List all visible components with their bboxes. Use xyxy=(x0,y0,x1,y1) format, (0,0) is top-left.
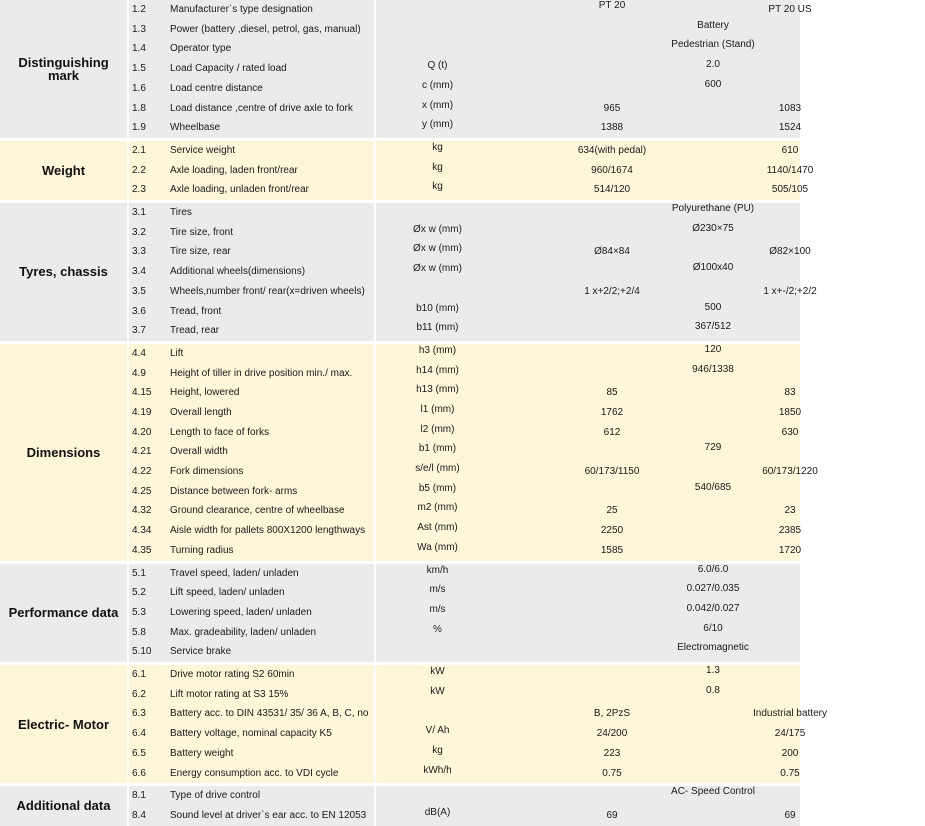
section-label-line: mark xyxy=(47,67,80,83)
row-description: Axle loading, laden front/rear xyxy=(170,164,298,176)
row-unit: h13 (mm) xyxy=(416,384,459,396)
row-unit: b10 (mm) xyxy=(416,302,459,314)
row-number: 3.7 xyxy=(132,325,146,337)
row-description: Travel speed, laden/ unladen xyxy=(170,567,299,579)
row-unit: kg xyxy=(432,141,443,153)
table-row xyxy=(127,321,800,341)
row-number: 2.1 xyxy=(132,144,146,156)
row-number: 5.2 xyxy=(132,587,146,599)
row-value-pt20: 2250 xyxy=(600,525,624,537)
row-description: Service weight xyxy=(170,144,236,156)
row-description: Sound level at driver`s ear acc. to EN 12053 xyxy=(170,809,367,821)
row-value-pt20: 69 xyxy=(606,809,618,821)
row-description: Load distance ,centre of drive axle to fork xyxy=(170,102,353,114)
section-label-line: Additional data xyxy=(16,798,111,814)
row-unit: b5 (mm) xyxy=(418,482,457,494)
row-description: Manufacturer`s type designation xyxy=(170,4,313,15)
row-number: 2.3 xyxy=(132,184,146,196)
row-unit: kg xyxy=(432,161,443,173)
row-unit: m/s xyxy=(429,584,446,596)
row-description: Energy consumption acc. to VDI cycle xyxy=(170,767,339,779)
row-number: 5.3 xyxy=(132,606,146,618)
row-value-shared: Ø100x40 xyxy=(692,262,734,274)
row-number: 4.4 xyxy=(132,347,146,359)
row-unit: kWh/h xyxy=(423,764,452,776)
row-value-pt20us: 630 xyxy=(781,426,799,438)
row-number: 1.6 xyxy=(132,82,146,94)
section-label xyxy=(0,203,127,341)
row-unit: c (mm) xyxy=(421,79,454,91)
row-unit: b1 (mm) xyxy=(418,443,457,455)
row-unit: h3 (mm) xyxy=(418,344,457,356)
row-number: 4.19 xyxy=(132,406,152,418)
row-number: 3.3 xyxy=(132,246,146,258)
row-unit: kW xyxy=(430,685,445,697)
row-description: Operator type xyxy=(170,43,232,55)
row-value-shared: Electromagnetic xyxy=(677,642,749,654)
row-unit: Øx w (mm) xyxy=(413,243,462,255)
section-label-line: Tyres, chassis xyxy=(19,264,108,280)
row-unit: Ast (mm) xyxy=(417,522,458,534)
row-value-pt20: PT 20 xyxy=(598,0,626,11)
row-description: Service brake xyxy=(170,646,232,658)
row-number: 2.2 xyxy=(132,164,146,176)
row-unit: b11 (mm) xyxy=(416,322,459,334)
row-number: 4.15 xyxy=(132,387,152,399)
row-number: 5.10 xyxy=(132,646,152,658)
row-number: 4.25 xyxy=(132,485,152,497)
row-unit: kW xyxy=(430,666,445,678)
section-label xyxy=(0,564,127,663)
section-label xyxy=(0,786,127,825)
row-description: Battery acc. to DIN 43531/ 35/ 36 A, B, C, no xyxy=(170,708,369,720)
row-value-pt20us: Industrial battery xyxy=(753,708,827,720)
row-unit: Øx w (mm) xyxy=(413,263,462,275)
row-number: 4.32 xyxy=(132,505,152,517)
row-number: 4.9 xyxy=(132,367,146,379)
section-weight xyxy=(0,141,814,200)
row-number: 8.4 xyxy=(132,809,146,821)
row-number: 1.8 xyxy=(132,102,146,114)
row-description: Axle loading, unladen front/rear xyxy=(170,184,309,196)
row-unit: % xyxy=(433,623,442,635)
row-number: 5.8 xyxy=(132,626,146,638)
row-value-pt20: 960/1674 xyxy=(591,164,633,176)
row-value-pt20us: Ø82×100 xyxy=(769,246,811,258)
row-value-pt20: 612 xyxy=(603,426,621,438)
row-number: 1.2 xyxy=(132,4,146,15)
row-number: 1.9 xyxy=(132,122,146,134)
row-description: Tires xyxy=(170,207,192,218)
row-description: Turning radius xyxy=(170,544,234,556)
row-number: 6.3 xyxy=(132,708,146,720)
row-value-pt20us: 505/105 xyxy=(771,184,809,196)
row-number: 6.4 xyxy=(132,728,146,740)
row-description: Type of drive control xyxy=(170,790,261,802)
row-description: Height of tiller in drive position min./ max. xyxy=(170,367,353,379)
row-number: 1.4 xyxy=(132,43,146,55)
row-value-pt20us: 1140/1470 xyxy=(766,164,814,176)
row-value-shared: AC- Speed Control xyxy=(671,786,755,798)
table-row xyxy=(127,642,800,662)
row-number: 4.35 xyxy=(132,544,152,556)
row-unit: Q (t) xyxy=(427,60,448,72)
row-unit: dB(A) xyxy=(424,806,451,818)
row-number: 6.1 xyxy=(132,669,146,681)
row-description: Max. gradeability, laden/ unladen xyxy=(170,626,317,638)
table-row xyxy=(127,118,800,138)
row-value-shared: 946/1338 xyxy=(692,363,734,375)
row-description: Drive motor rating S2 60min xyxy=(170,669,295,681)
row-value-pt20: 1585 xyxy=(600,544,624,556)
row-number: 4.22 xyxy=(132,466,152,478)
row-value-pt20us: 2385 xyxy=(778,525,802,537)
row-description: Additional wheels(dimensions) xyxy=(170,266,306,278)
row-value-pt20: 634(with pedal) xyxy=(577,144,647,156)
row-unit: V/ Ah xyxy=(425,725,450,737)
row-number: 4.21 xyxy=(132,446,152,458)
row-value-pt20us: PT 20 US xyxy=(768,4,812,15)
table-row xyxy=(127,262,800,282)
row-value-pt20us: 83 xyxy=(784,387,796,399)
row-unit: l2 (mm) xyxy=(420,423,455,435)
row-unit: km/h xyxy=(426,564,449,576)
row-unit: Wa (mm) xyxy=(417,541,458,553)
section-dimensions xyxy=(0,343,818,561)
section-tyres-chassis xyxy=(0,203,817,341)
row-description: Lift motor rating at S3 15% xyxy=(170,688,289,700)
row-value-shared: 500 xyxy=(704,301,722,313)
row-value-shared: 600 xyxy=(704,78,722,90)
row-description: Tire size, rear xyxy=(170,246,231,258)
row-description: Fork dimensions xyxy=(170,466,244,478)
row-value-pt20: B, 2PzS xyxy=(593,708,631,720)
section-label-line: Performance data xyxy=(8,605,119,621)
section-label xyxy=(0,344,127,561)
section-label xyxy=(0,0,127,138)
row-number: 4.34 xyxy=(132,525,152,537)
row-unit: Øx w (mm) xyxy=(413,223,462,235)
row-value-shared: 540/685 xyxy=(694,481,732,493)
row-number: 3.2 xyxy=(132,226,146,238)
row-value-pt20: Ø84×84 xyxy=(594,246,630,258)
row-value-pt20us: 610 xyxy=(781,144,799,156)
row-number: 3.1 xyxy=(132,207,146,218)
section-distinguishing-mark xyxy=(0,0,812,138)
row-number: 6.5 xyxy=(132,747,146,759)
row-description: Wheels,number front/ rear(x=driven wheels) xyxy=(170,285,365,297)
row-value-pt20: 24/200 xyxy=(596,728,628,740)
row-value-shared: Ø230×75 xyxy=(692,222,734,234)
row-value-pt20us: 23 xyxy=(784,505,796,517)
row-value-pt20: 965 xyxy=(603,102,621,114)
row-unit: y (mm) xyxy=(421,119,454,131)
row-unit: l1 (mm) xyxy=(420,403,455,415)
row-unit: s/e/l (mm) xyxy=(415,463,460,475)
row-value-shared: 6.0/6.0 xyxy=(697,563,729,575)
row-value-pt20: 1762 xyxy=(600,406,624,418)
row-description: Load centre distance xyxy=(170,82,263,94)
section-performance-data xyxy=(0,564,800,663)
row-value-pt20us: 24/175 xyxy=(774,728,806,740)
section-label xyxy=(0,665,127,783)
row-value-pt20: 25 xyxy=(606,505,618,517)
row-value-pt20: 0.75 xyxy=(602,767,622,779)
row-value-pt20: 1388 xyxy=(600,122,624,134)
row-number: 6.2 xyxy=(132,688,146,700)
row-value-pt20us: 69 xyxy=(784,809,796,821)
row-number: 6.6 xyxy=(132,767,146,779)
row-description: Ground clearance, centre of wheelbase xyxy=(170,505,345,517)
row-value-shared: 0.027/0.035 xyxy=(686,583,740,595)
row-value-shared: 0.8 xyxy=(706,684,720,696)
row-value-pt20us: 1720 xyxy=(778,544,802,556)
row-value-shared: 729 xyxy=(704,442,722,454)
table-row xyxy=(127,764,800,784)
row-value-shared: Polyurethane (PU) xyxy=(671,203,755,214)
section-label xyxy=(0,141,127,200)
row-value-pt20: 514/120 xyxy=(593,184,631,196)
row-number: 4.20 xyxy=(132,426,152,438)
row-unit: h14 (mm) xyxy=(416,364,459,376)
row-description: Wheelbase xyxy=(170,122,221,134)
row-description: Load Capacity / rated load xyxy=(170,63,287,75)
row-value-pt20: 60/173/1150 xyxy=(584,466,640,478)
row-value-shared: 6/10 xyxy=(703,622,723,634)
row-description: Lift xyxy=(170,347,184,359)
row-value-pt20us: 0.75 xyxy=(780,767,800,779)
row-value-shared: 0.042/0.027 xyxy=(686,602,740,614)
row-description: Distance between fork- arms xyxy=(170,485,298,497)
row-value-shared: Battery xyxy=(697,19,729,31)
row-value-shared: 367/512 xyxy=(694,321,732,333)
row-unit: kg xyxy=(432,744,443,756)
table-row xyxy=(127,180,809,200)
section-label-line: Electric- Motor xyxy=(17,716,109,732)
section-label-line: Dimensions xyxy=(26,444,101,460)
row-value-pt20: 223 xyxy=(603,747,621,759)
row-description: Overall length xyxy=(170,406,232,418)
table-row xyxy=(127,806,800,826)
row-value-pt20: 85 xyxy=(606,387,618,399)
row-number: 3.5 xyxy=(132,285,146,297)
row-value-pt20us: 200 xyxy=(781,747,799,759)
row-value-shared: Pedestrian (Stand) xyxy=(671,39,755,51)
row-description: Lowering speed, laden/ unladen xyxy=(170,606,312,618)
row-description: Power (battery ,diesel, petrol, gas, manual) xyxy=(170,23,361,35)
row-description: Lift speed, laden/ unladen xyxy=(170,587,285,599)
row-value-pt20us: 1 x+-/2;+2/2 xyxy=(763,285,817,297)
row-description: Tire size, front xyxy=(170,226,233,238)
row-number: 8.1 xyxy=(132,790,146,802)
row-number: 1.3 xyxy=(132,23,146,35)
row-value-pt20us: 60/173/1220 xyxy=(762,466,818,478)
row-value-pt20us: 1524 xyxy=(778,122,802,134)
row-value-shared: 1.3 xyxy=(706,665,720,677)
table-row xyxy=(127,685,800,705)
section-additional-data xyxy=(0,786,800,825)
row-unit: m/s xyxy=(429,603,446,615)
row-description: Tread, rear xyxy=(170,325,220,337)
row-number: 3.6 xyxy=(132,305,146,317)
section-label-line: Distinguishing xyxy=(18,54,109,70)
row-description: Battery voltage, nominal capacity K5 xyxy=(170,728,332,740)
row-value-pt20: 1 x+2/2;+2/4 xyxy=(584,285,640,297)
table-row xyxy=(127,541,800,561)
section-electric-motor xyxy=(0,665,827,783)
row-number: 3.4 xyxy=(132,266,146,278)
row-value-shared: 2.0 xyxy=(706,59,720,71)
row-value-pt20us: 1850 xyxy=(778,406,802,418)
row-description: Tread, front xyxy=(170,305,222,317)
row-value-pt20us: 1083 xyxy=(778,102,802,114)
row-unit: m2 (mm) xyxy=(417,502,458,514)
row-value-shared: 120 xyxy=(704,343,722,355)
row-unit: x (mm) xyxy=(421,99,454,111)
row-description: Aisle width for pallets 800X1200 lengthways xyxy=(170,525,366,537)
section-label-line: Weight xyxy=(41,162,86,178)
row-number: 1.5 xyxy=(132,63,146,75)
row-description: Battery weight xyxy=(170,747,234,759)
row-description: Height, lowered xyxy=(170,387,240,399)
row-description: Overall width xyxy=(170,446,228,458)
row-number: 5.1 xyxy=(132,567,146,579)
row-unit: kg xyxy=(432,181,443,193)
row-description: Length to face of forks xyxy=(170,426,269,438)
